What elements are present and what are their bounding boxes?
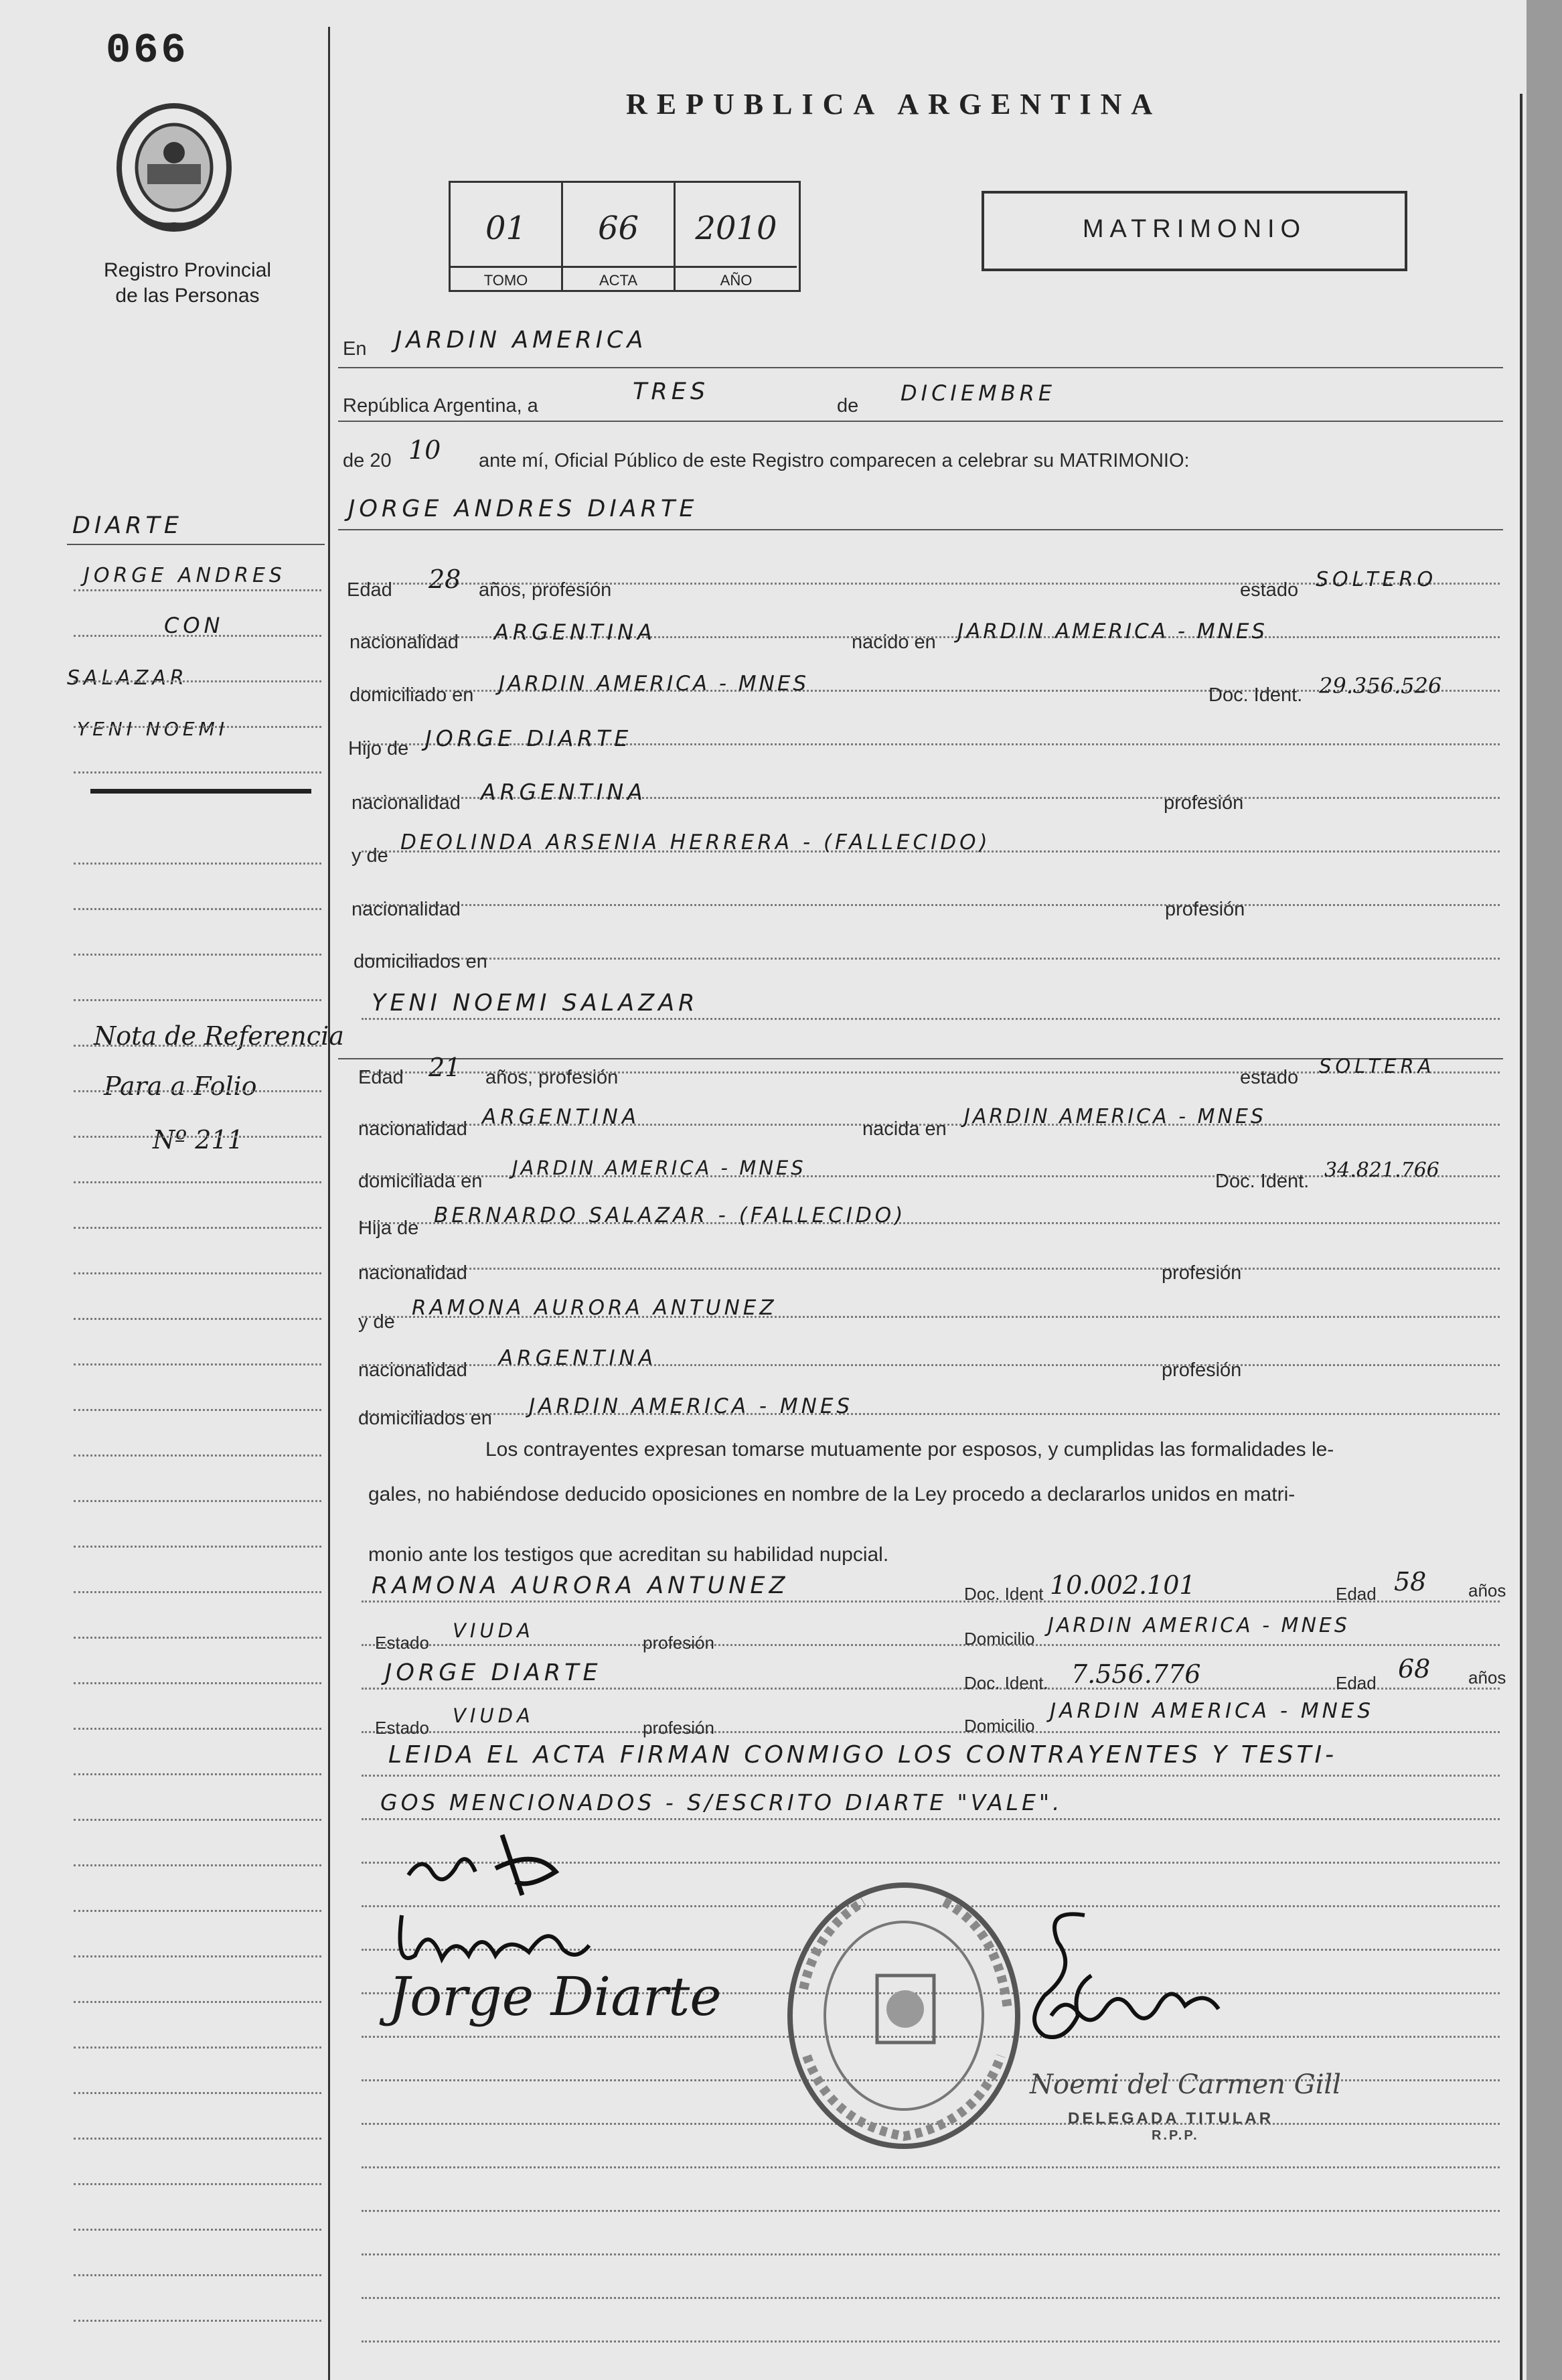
margin-dotted-line [74,999,321,1001]
bride-nac: ARGENTINA [482,1105,641,1129]
margin-dotted-line [74,1318,321,1320]
margin-dotted-line [74,1090,321,1092]
witness1-estado: VIUDA [453,1619,534,1642]
label-year: de 20 [343,450,392,471]
label-bride-fnac: nacionalidad [358,1262,467,1284]
label-groom-nac: nacionalidad [349,631,459,653]
margin-dotted-line [74,2092,321,2094]
margin-dotted-line [74,1910,321,1912]
label-groom-estado: estado [1240,579,1299,601]
label-bride-mprof: profesión [1162,1359,1242,1381]
form-dotted-line [362,2297,1500,2299]
officer-title: DELEGADA TITULAR [1068,2109,1274,2128]
label-bride-hija: Hija de [358,1217,419,1239]
margin-note-3: Nº 211 [153,1125,244,1155]
bride-edad: 21 [428,1053,461,1082]
groom-nac: ARGENTINA [494,619,656,645]
witness1-name: RAMONA AURORA ANTUNEZ [372,1572,789,1599]
label-de: de [837,395,859,417]
label-groom-edad: Edad [347,579,392,601]
year-value: 10 [408,435,441,465]
label-bride-yde: y de [358,1311,395,1333]
place-value: JARDIN AMERICA [395,327,647,354]
margin-dotted-line [74,908,321,910]
bride-dom: JARDIN AMERICA - MNES [512,1157,806,1179]
margin-dotted-line [74,726,321,728]
form-dotted-line [362,958,1500,960]
form-dotted-line [362,2166,1500,2168]
label-bride-prof: años, profesión [485,1067,619,1088]
margin-names: JORGE ANDRES [84,564,286,587]
margin-dotted-line [74,1682,321,1684]
label-witness1-anos: años [1468,1580,1506,1601]
margin-dotted-line [74,1819,321,1821]
margin-surname: DIARTE [72,512,183,539]
label-bride-dom: domiciliada en [358,1171,483,1192]
label-bride-mnac: nacionalidad [358,1359,467,1381]
label-groom-pdom: domiciliados en [354,951,487,972]
label-groom-mnac: nacionalidad [352,899,461,920]
witness2-name: JORGE DIARTE [385,1659,602,1686]
witness2-edad: 68 [1398,1654,1431,1684]
margin-note-2: Para a Folio [104,1071,257,1101]
declaration-line-2: gales, no habiéndose deducido oposiciones en nombre de la Ley procedo a declararlos unidos en matri- [368,1483,1296,1505]
label-witness2-doc: Doc. Ident. [964,1673,1048,1693]
label-groom-prof: años, profesión [479,579,612,601]
margin-dotted-line [74,2138,321,2140]
form-dotted-line [362,2253,1500,2255]
margin-dotted-line [74,1227,321,1229]
margin-dotted-line [74,1773,321,1775]
groom-mother: DEOLINDA ARSENIA HERRERA - (FALLECIDO) [400,830,991,854]
provincial-crest-icon [107,100,241,234]
margin-dotted-line [74,2047,321,2049]
label-witness1-edad: Edad [1336,1584,1377,1604]
form-rule [338,421,1503,422]
declaration-line-3: monio ante los testigos que acreditan su habilidad nupcial. [368,1544,889,1566]
bride-father: BERNARDO SALAZAR - (FALLECIDO) [434,1203,907,1228]
label-bride-fprof: profesión [1162,1262,1242,1284]
witness2-dom: JARDIN AMERICA - MNES [1050,1699,1375,1723]
bride-doc: 34.821.766 [1324,1159,1439,1182]
margin-dotted-line [74,2320,321,2322]
signature-2 [395,1895,596,1976]
margin-dotted-line [74,1181,321,1183]
margin-dotted-line [74,863,321,865]
closing-line-2: GOS MENCIONADOS - S/ESCRITO DIARTE "VALE". [380,1789,1063,1815]
label-en: En [343,338,367,360]
form-dotted-line [362,1731,1500,1733]
witness1-edad: 58 [1394,1567,1427,1596]
officer-signature [1004,1895,1245,2069]
label-bride-nac: nacionalidad [358,1118,467,1140]
form-dotted-line [362,2340,1500,2342]
groom-father: JORGE DIARTE [425,725,633,751]
margin-dotted-line [74,1272,321,1274]
margin-dotted-line [74,2274,321,2276]
margin-dotted-line [74,1455,321,1457]
margin-dotted-line [74,954,321,956]
folio-number: 066 [106,27,189,74]
month-value: DICIEMBRE [901,380,1057,406]
margin-con: CON [164,613,224,638]
label-witness1-prof: profesión [643,1633,714,1653]
margin-dotted-line [74,771,321,773]
form-dotted-line [362,2210,1500,2212]
margin-dotted-line [74,1955,321,1957]
label-witness1-dom: Domicilio [964,1629,1035,1649]
anio-cell: 2010 AÑO [676,183,797,290]
day-value: TRES [633,378,710,405]
form-rule [338,529,1503,530]
form-dotted-line [362,1775,1500,1777]
groom-dom: JARDIN AMERICA - MNES [499,672,809,696]
label-witness2-edad: Edad [1336,1673,1377,1693]
margin-dotted-line [74,1045,321,1047]
bride-name: YENI NOEMI SALAZAR [372,990,699,1017]
label-groom-mprof: profesión [1165,899,1245,920]
margin-dotted-line [74,2183,321,2185]
margin-dotted-line [74,1591,321,1593]
groom-estado: SOLTERO [1316,568,1437,591]
bride-mnac: ARGENTINA [499,1346,657,1370]
margin-closing-bar [90,789,311,794]
tomo-cell: 01 TOMO [451,183,563,290]
witness2-estado: VIUDA [453,1704,534,1727]
label-groom-dom: domiciliado en [349,684,474,706]
groom-edad: 28 [428,565,461,594]
label-bride-edad: Edad [358,1067,404,1088]
form-dotted-line [362,904,1500,906]
right-border [1520,94,1522,2380]
label-groom-yde: y de [352,845,388,867]
form-dotted-line [362,1268,1500,1270]
year-text: ante mí, Oficial Público de este Registro comparecen a celebrar su MATRIMONIO: [479,450,1190,471]
bride-pdom: JARDIN AMERICA - MNES [529,1394,854,1418]
signature-3: Jorge Diarte [388,1965,722,2028]
label-groom-hijo: Hijo de [348,738,409,759]
witness1-doc: 10.002.101 [1050,1570,1196,1600]
margin-dotted-line [74,1864,321,1866]
groom-name: JORGE ANDRES DIARTE [348,496,698,522]
label-witness2-dom: Domicilio [964,1716,1035,1736]
label-witness1-estado: Estado [375,1633,429,1653]
form-dotted-line [362,1688,1500,1690]
bride-nacida: JARDIN AMERICA - MNES [964,1105,1266,1128]
witness2-doc: 7.556.776 [1071,1659,1201,1689]
label-bride-pdom: domiciliados en [358,1408,492,1429]
label-bride-doc: Doc. Ident. [1215,1171,1310,1192]
acta-cell: 66 ACTA [563,183,676,290]
margin-dotted-line [74,1409,321,1411]
groom-doc: 29.356.526 [1319,673,1442,698]
margin-rule [67,544,325,545]
margin-dotted-line [74,2001,321,2003]
bride-estado: SOLTERA [1319,1055,1435,1077]
signature-1 [402,1808,603,1902]
form-dotted-line [362,1601,1500,1603]
label-witness1-doc: Doc. Ident [964,1584,1044,1604]
closing-line-1: LEIDA EL ACTA FIRMAN CONMIGO LOS CONTRAYENTES Y TESTI- [388,1741,1338,1769]
page-title: REPUBLICA ARGENTINA [626,88,1162,121]
registry-seal [777,1875,1031,2156]
page-edge-shadow [1527,0,1562,2380]
margin-dotted-line [74,589,321,591]
witness1-dom: JARDIN AMERICA - MNES [1048,1614,1350,1637]
margin-dotted-line [74,1546,321,1548]
registration-box [449,181,801,292]
registry-name: Registro Provincial de las Personas [103,259,272,307]
margin-surname2: SALAZAR [67,666,188,690]
groom-fnac: ARGENTINA [481,779,647,805]
form-rule [338,367,1503,368]
margin-note-1: Nota de Referencia [94,1021,344,1051]
label-bride-nacida: nacida en [862,1118,947,1140]
groom-nacido: JARDIN AMERICA - MNES [957,619,1268,644]
label-bride-estado: estado [1240,1067,1299,1088]
officer-unit: R.P.P. [1152,2128,1199,2143]
label-groom-fprof: profesión [1164,792,1244,814]
bride-mother: RAMONA AURORA ANTUNEZ [412,1296,777,1320]
margin-names2: YENI NOEMI [77,718,228,740]
form-dotted-line [362,1644,1500,1646]
margin-dotted-line [74,635,321,637]
margin-dotted-line [74,1136,321,1138]
label-groom-fnac: nacionalidad [352,792,461,814]
margin-dotted-line [74,1363,321,1365]
form-dotted-line [362,1018,1500,1020]
margin-dotted-line [74,2229,321,2231]
declaration-line-1: Los contrayentes expresan tomarse mutuamente por esposos, y cumplidas las formalidades le- [485,1438,1334,1461]
margin-dotted-line [74,1637,321,1639]
margin-dotted-line [74,1728,321,1730]
label-witness2-anos: años [1468,1667,1506,1688]
label-witness2-estado: Estado [375,1718,429,1738]
label-republica: República Argentina, a [343,395,538,417]
label-groom-nacido: nacido en [852,631,936,653]
margin-dotted-line [74,680,321,682]
record-type-box: MATRIMONIO [982,191,1407,271]
margin-dotted-line [74,1500,321,1502]
label-groom-doc: Doc. Ident. [1208,684,1303,706]
label-witness2-prof: profesión [643,1718,714,1738]
margin-divider [328,27,330,2380]
officer-name: Noemi del Carmen Gill [1030,2069,1341,2100]
